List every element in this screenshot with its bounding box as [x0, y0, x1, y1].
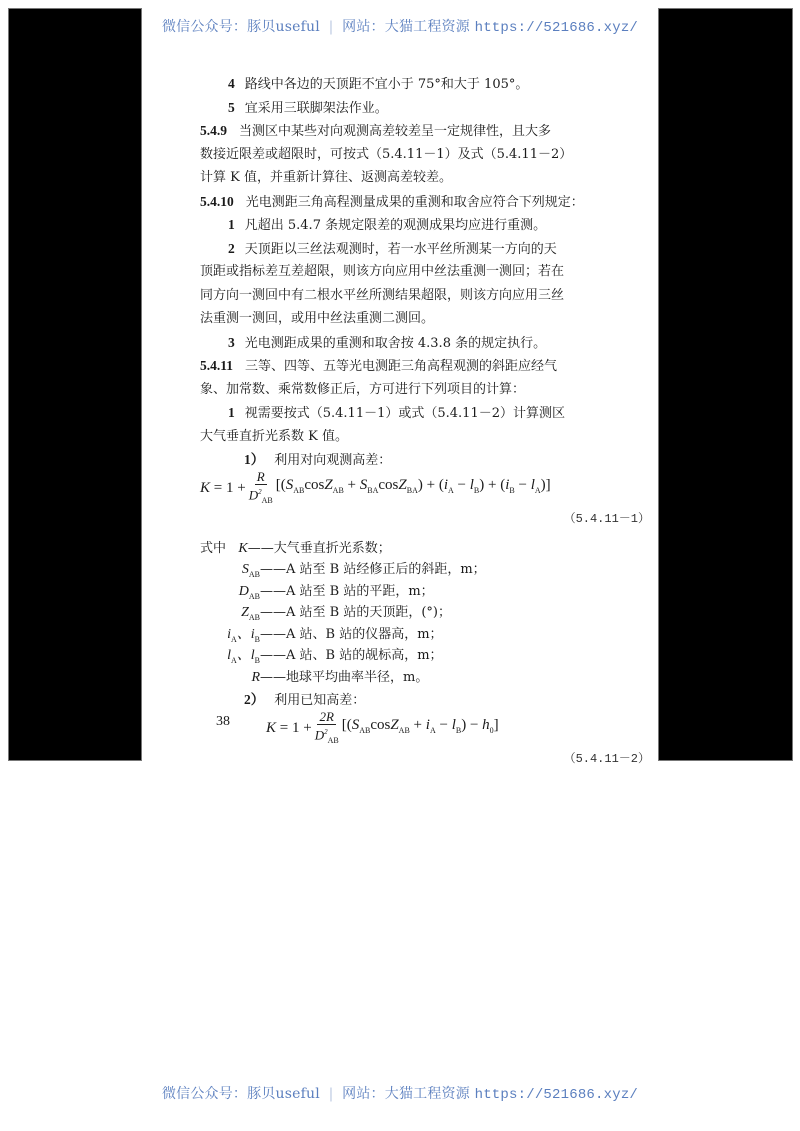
watermark-footer	[0, 1083, 800, 1103]
section-number: 5.4.9	[200, 123, 227, 138]
watermark-separator: |	[328, 19, 334, 35]
equation-label: （5.4.11－2）	[563, 751, 650, 766]
watermark-site: 网站：大猫工程资源	[342, 1086, 470, 1102]
item-5: 5 宜采用三联脚架法作业。	[228, 99, 388, 116]
watermark-prefix: 微信公众号：豚贝useful	[161, 19, 320, 35]
section-number: 5.4.10	[200, 193, 234, 209]
item-4: 4 路线中各边的天顶距不宜小于 75°和大于 105°。	[228, 76, 529, 92]
fraction: $\frac{R}{D^2_{AB}}$	[248, 468, 273, 505]
equation-5-4-11-1: K = 1 + $\frac{R}{D^2_{AB}}$ $[(S_{AB}\cos Z_{AB} + S_{BA}\cos Z_{BA}) + (i_A - l_B) + (i_B - l_A)]$	[200, 472, 660, 506]
section-5-4-11: 5.4.11 三等、四等、五等光电测距三角高程观测的斜距应经气 象、加常数、乘常数修正后，方可进行下列项目的计算： 1 视需要按式（5.4.11－1）或式（5.4.11－2）计算测区 大气垂直折光系数 K 值。 1） 利用对向观测高差： K = 1 + $\frac{R}{D^2_{AB}}$ $[(S_{AB}\cos Z_{AB} + S_{BA}\cos Z_{BA}) + (i_A - l_B) + (i_B - l_A)]$ （5.4.11－1） 式中 K——大气垂直折光系数； $S_{AB}——A$ 站至 B 站经修正后的斜距，m； $D_{AB}——A$ 站至 B 站的平距，m； $Z_{AB}——A$ 站至 B 站的天顶距，(°)； $i_A$、$i_B——A$ 站、B 站的仪器高，m； $l_A$、$l_B——A$ 站、B 站的觇标高，m； R——地球平均曲率半径，m。 2） 利用已知高差： K = 1 + $\frac{2R}{D^2_{AB}}$ $[(S_{AB}\cos Z_{AB} + i_A - l_B) - h_0]$ （5.4.11－2）	[200, 354, 660, 772]
page-number: 38	[216, 714, 230, 729]
section-5-4-10: 5.4.10 光电测距三角高程测量成果的重测和取舍应符合下列规定： 1 凡超出 5.4.7 条规定限差的观测成果均应进行重测。 2 天顶距以三丝法观测时，若一水平丝所测某一方向的天 顶距或指标差互差超限，则该方向应用中丝法重测一测回；若在 同方向一测回中有二根水平丝所测结果超限，则该方向应用三丝 法重测一测回，或用中丝法重测二测回。 3 光电测距成果的重测和取舍按 4.3.8 条的规定执行。	[200, 193, 584, 351]
equation-5-4-11-2: K = 1 + $\frac{2R}{D^2_{AB}}$ $[(S_{AB}\cos Z_{AB} + i_A - l_B) - h_0]$	[200, 712, 660, 746]
left-black-margin	[8, 8, 142, 761]
watermark-site: 网站：大猫工程资源	[342, 19, 470, 35]
symbol-definitions: 式中 K——大气垂直折光系数； $S_{AB}——A$ 站至 B 站经修正后的斜距，m； $D_{AB}——A$ 站至 B 站的平距，m； $Z_{AB}——A$ 站至 B 站的天顶距，(°)； $i_A$、$i_B——A$ 站、B 站的仪器高，m； $l_A$、$l_B——A$ 站、B 站的觇标高，m； R——地球平均曲率半径，m。	[200, 540, 486, 685]
watermark-separator: |	[328, 1086, 334, 1102]
section-number: 5.4.11	[200, 358, 234, 373]
watermark-prefix: 微信公众号：豚贝useful	[161, 1086, 320, 1102]
section-5-4-9: 5.4.9 当测区中某些对向观测高差较差呈一定规律性，且大多 数接近限差或超限时，可按式（5.4.11－1）及式（5.4.11－2） 计算 K 值，并重新计算往、返测高差较差。	[200, 123, 573, 185]
fraction: $\frac{2R}{D^2_{AB}}$	[314, 708, 339, 745]
watermark-url[interactable]: https://521686.xyz/	[474, 20, 639, 36]
watermark-url[interactable]: https://521686.xyz/	[474, 1087, 639, 1103]
right-black-margin	[658, 8, 793, 761]
document-page	[200, 72, 660, 772]
watermark-header	[0, 16, 800, 36]
equation-label: （5.4.11－1）	[563, 511, 650, 526]
